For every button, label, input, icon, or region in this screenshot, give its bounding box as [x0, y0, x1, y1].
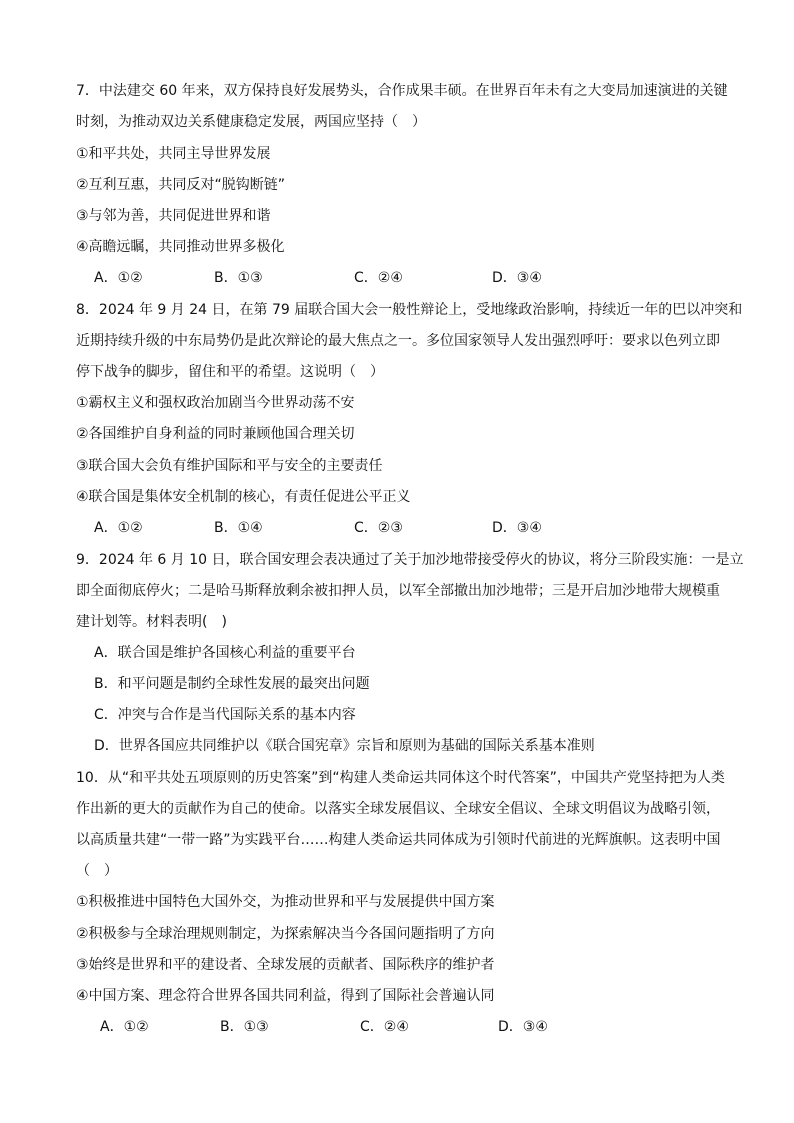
q10-stem-line-1: 10．从“和平共处五项原则的历史答案”到“构建人类命运共同体这个时代答案”，中国共产党坚持把为人类 — [76, 770, 725, 786]
q7-item-3: ③与邻为善，共同促进世界和谐 — [76, 208, 271, 224]
q8-item-2: ②各国维护自身利益的同时兼顾他国合理关切 — [76, 426, 355, 442]
q8-item-1: ①霸权主义和强权政治加剧当今世界动荡不安 — [76, 395, 355, 411]
q8-choices — [94, 518, 734, 538]
q7-item-2: ②互利互惠，共同反对“脱钩断链” — [76, 177, 286, 193]
q7-item-4: ④高瞻远瞩，共同推动世界多极化 — [76, 239, 285, 255]
q8-stem-line-2: 近期持续升级的中东局势仍是此次辩论的最大焦点之一。多位国家领导人发出强烈呼吁：要求以色列立即 — [76, 333, 720, 349]
q10-item-3: ③始终是世界和平的建设者、全球发展的贡献者、国际秩序的维护者 — [76, 957, 495, 973]
q10-item-2: ②积极参与全球治理规则制定，为探索解决当今各国问题指明了方向 — [76, 926, 495, 942]
q8-choice-b: B．①④ — [214, 520, 263, 536]
q9-option-a: A．联合国是维护各国核心利益的重要平台 — [94, 645, 356, 661]
q10-choice-c: C．②④ — [360, 1019, 409, 1035]
q10-stem-line-4: （ ） — [76, 863, 118, 879]
q7-item-1: ①和平共处，共同主导世界发展 — [76, 146, 271, 162]
q10-choice-a: A．①② — [100, 1019, 149, 1035]
q8-choice-d: D．③④ — [492, 520, 542, 536]
q8-stem-line-3: 停下战争的脚步，留住和平的希望。这说明（ ） — [76, 364, 384, 380]
q7-stem-line-2: 时刻，为推动双边关系健康稳定发展，两国应坚持（ ） — [76, 114, 426, 130]
q10-choices — [100, 1017, 740, 1037]
q8-choice-c: C．②③ — [354, 520, 403, 536]
q7-choice-b: B．①③ — [214, 270, 263, 286]
q10-choice-d: D．③④ — [498, 1019, 548, 1035]
q9-option-c: C．冲突与合作是当代国际关系的基本内容 — [94, 707, 356, 723]
q9-stem-line-3: 建计划等。材料表明( ) — [76, 614, 227, 630]
q7-choice-d: D．③④ — [492, 270, 542, 286]
q8-choice-a: A．①② — [94, 520, 143, 536]
q8-item-3: ③联合国大会负有维护国际和平与安全的主要责任 — [76, 458, 383, 474]
q7-choices — [94, 268, 734, 288]
q8-item-4: ④联合国是集体安全机制的核心，有责任促进公平正义 — [76, 489, 411, 505]
q9-stem-line-1: 9．2024 年 6 月 10 日，联合国安理会表决通过了关于加沙地带接受停火的协议，将分三阶段实施：一是立 — [76, 552, 744, 568]
q9-stem-line-2: 即全面彻底停火；二是哈马斯释放剩余被扣押人员，以军全部撤出加沙地带；三是开启加沙地带大规模重 — [76, 583, 720, 599]
q7-choice-c: C．②④ — [354, 270, 403, 286]
q10-item-1: ①积极推进中国特色大国外交，为推动世界和平与发展提供中国方案 — [76, 894, 495, 910]
q10-stem-line-3: 以高质量共建“一带一路”为实践平台……构建人类命运共同体成为引领时代前进的光辉旗帜。这表明中国 — [76, 832, 721, 848]
q10-stem-line-2: 作出新的更大的贡献作为自己的使命。以落实全球发展倡议、全球安全倡议、全球文明倡议为战略引领， — [76, 801, 720, 817]
q9-option-b: B．和平问题是制约全球性发展的最突出问题 — [94, 676, 370, 692]
q10-item-4: ④中国方案、理念符合世界各国共同利益，得到了国际社会普遍认同 — [76, 988, 495, 1004]
q7-choice-a: A．①② — [94, 270, 143, 286]
q9-option-d: D．世界各国应共同维护以《联合国宪章》宗旨和原则为基础的国际关系基本准则 — [94, 738, 595, 754]
q8-stem-line-1: 8．2024 年 9 月 24 日，在第 79 届联合国大会一般性辩论上，受地缘政治影响，持续近一年的巴以冲突和 — [76, 302, 743, 318]
q7-stem-line-1: 7．中法建交 60 年来，双方保持良好发展势头，合作成果丰硕。在世界百年未有之大变局加速演进的关键 — [76, 83, 728, 99]
q10-choice-b: B．①③ — [220, 1019, 269, 1035]
